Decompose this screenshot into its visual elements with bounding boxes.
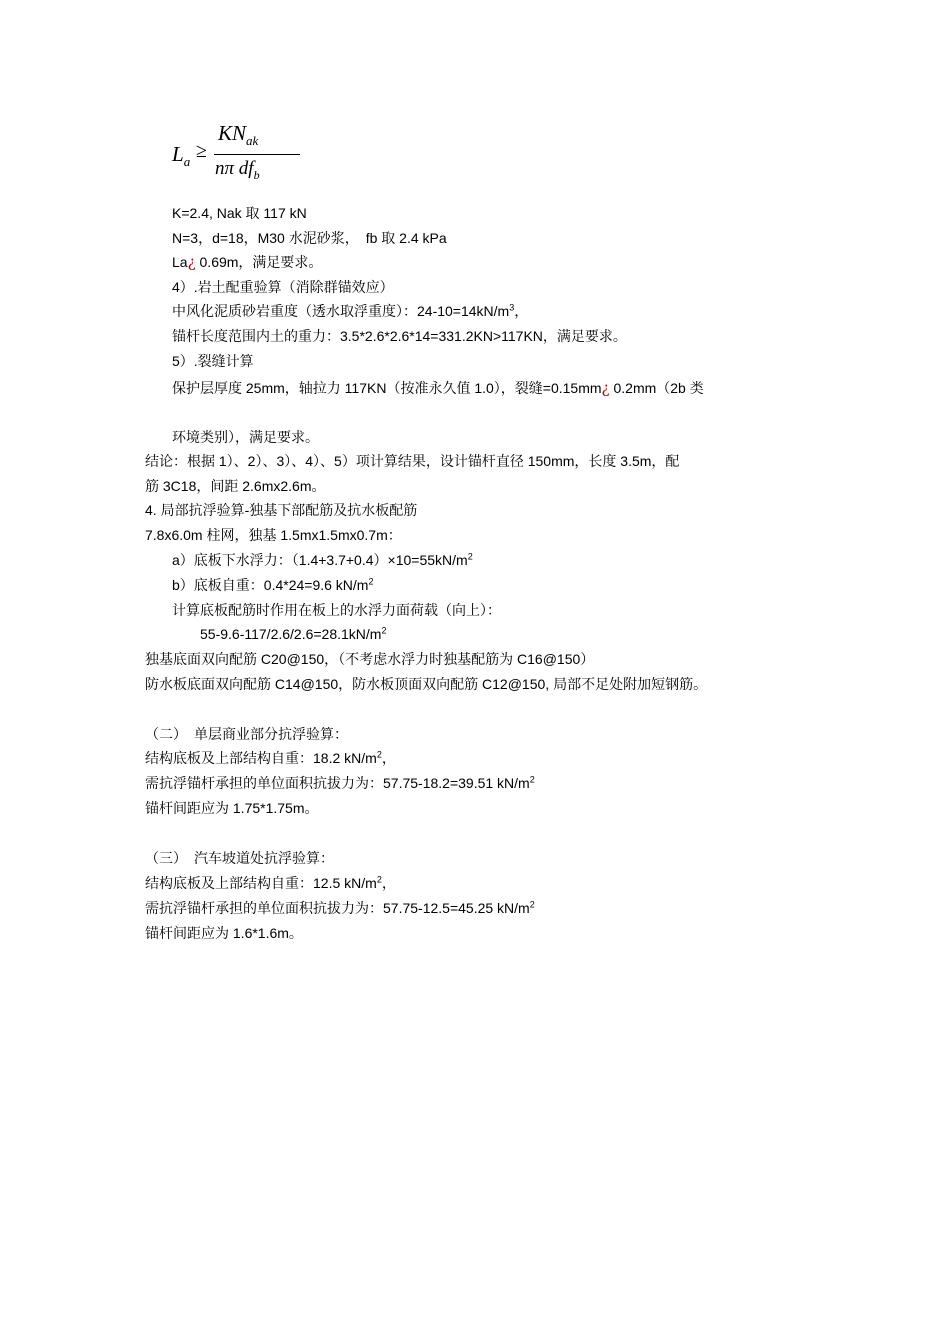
formula-lhs: $L_a$ [172, 142, 191, 170]
heading-4: 4. 局部抗浮验算-独基下部配筋及抗水板配筋 [145, 502, 418, 518]
formula-numerator: $KN_{ak}$ [218, 121, 259, 149]
soil-weight: 锚杆长度范围内土的重力：3.5*2.6*2.6*14=331.2KN>117KN，满足要求。 [172, 328, 627, 344]
formula-relation: ≥ [196, 140, 207, 162]
fraction-bar [214, 154, 300, 155]
slab-rebar: 防水板底面双向配筋 C14@150，防水板顶面双向配筋 C12@150, 局部不足处附加短钢筋。 [145, 676, 708, 692]
garbled-symbol: ¿ [601, 379, 610, 397]
la-result: La¿ 0.69m，满足要求。 [172, 253, 323, 271]
param-n-d: N=3，d=18，M30 水泥砂浆， fb 取 2.4 kPa [172, 230, 447, 246]
sec3-spacing: 锚杆间距应为 1.6*1.6m。 [145, 925, 303, 941]
heading-section-2: （二） 单层商业部分抗浮验算： [145, 726, 348, 742]
param-k-nak: K=2.4, Nak 取 117 kN [172, 205, 307, 221]
buoyancy: a）底板下水浮力：$(1.4+3.7+0.4)\times 10=55kN/m^2$ [172, 551, 473, 568]
sec3-pullout: 需抗浮锚杆承担的单位面积抗拔力为：57.75-12.5=45.25 $kN/m^2$ [145, 899, 535, 916]
sec2-pullout: 需抗浮锚杆承担的单位面积抗拔力为：57.75-18.2=39.51 $kN/m^2$ [145, 774, 535, 791]
sec3-self-weight: 结构底板及上部结构自重：12.5 $kN/m^2$， [145, 874, 396, 891]
conclusion-line-1: 结论：根据 1）、2）、3）、4）、5）项计算结果，设计锚杆直径 150mm，长度 3.5m，配 [145, 453, 680, 469]
section-5-title: 5）.裂缝计算 [172, 353, 254, 369]
crack-calc: 保护层厚度 25mm，轴拉力 117KN（按准永久值 1.0），裂缝=0.15mm¿ 0.2mm（2b 类 [172, 379, 704, 397]
conclusion-line-2: 筋 3C18，间距 2.6mx2.6m。 [145, 478, 326, 494]
calc-result: $55-9.6-117/2.6/2.6=28.1kN/m^2$ [200, 625, 387, 642]
rock-density: 中风化泥质砂岩重度（透水取浮重度）：$24-10=14kN/m^3$， [172, 302, 529, 319]
column-grid: 7.8x6.0m 柱网，独基 1.5mx1.5mx0.7m： [145, 527, 402, 543]
garbled-symbol: ¿ [187, 253, 196, 271]
crack-calc-cont: 环境类别），满足要求。 [172, 429, 319, 445]
heading-section-3: （三） 汽车坡道处抗浮验算： [145, 850, 334, 866]
section-4-title: 4）.岩土配重验算（消除群锚效应） [172, 279, 394, 295]
formula-denominator: nπ $df_b$ [215, 158, 260, 182]
sec2-self-weight: 结构底板及上部结构自重：18.2 $kN/m^2$， [145, 749, 396, 766]
slab-self-weight: b）底板自重：0.4*24=9.6 $kN/m^2$ [172, 576, 374, 593]
sec2-spacing: 锚杆间距应为 1.75*1.75m。 [145, 800, 319, 816]
footing-rebar: 独基底面双向配筋 C20@150，（不考虑水浮力时独基配筋为 C16@150） [145, 651, 595, 667]
anchor-length-formula [172, 120, 302, 185]
calc-note: 计算底板配筋时作用在板上的水浮力面荷载（向上）： [172, 602, 501, 618]
